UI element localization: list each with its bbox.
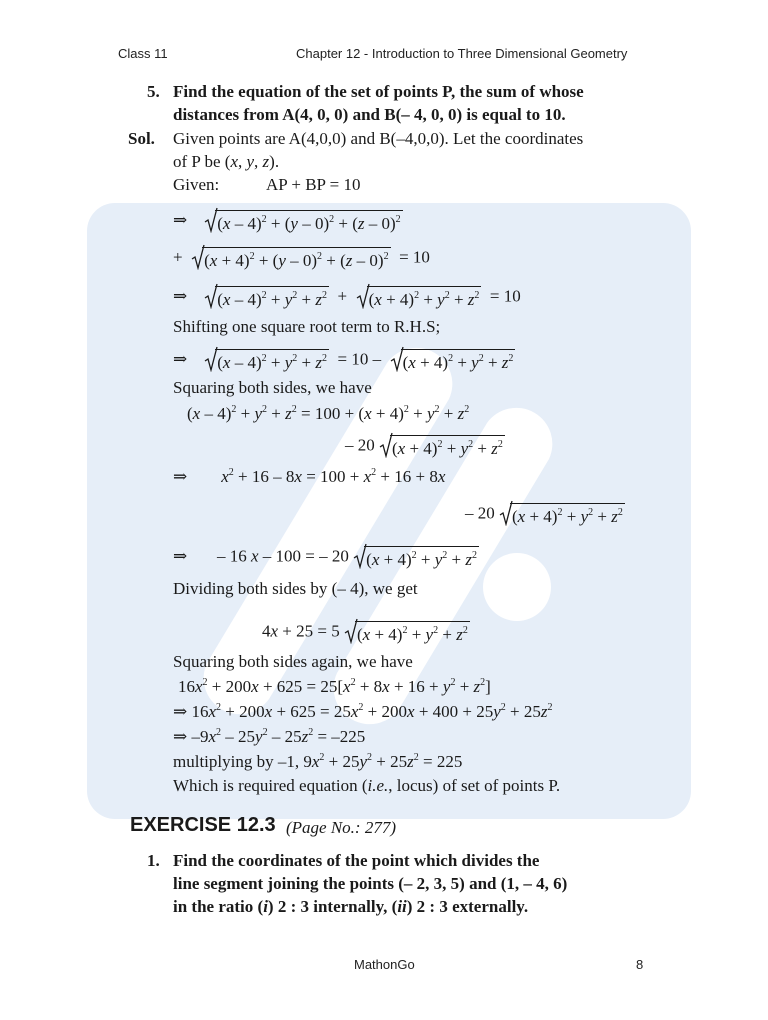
exercise-page-ref: (Page No.: 277) [286, 818, 397, 837]
step-8: 4x + 25 = 5 $(x + 4)^2 + y^2 + z^2$ [262, 618, 470, 648]
question-1-line-3: in the ratio (i) 2 : 3 internally, (ii) 2 : 3 externally. [173, 897, 529, 916]
solution-intro-line-2: of P be (x, y, z). [173, 152, 280, 171]
solution-intro-line-1: Given points are A(4,0,0) and B(–4,0,0). Let the coordinates [173, 129, 584, 148]
header-class-label: Class 11 [118, 46, 168, 61]
step-1: ⇒ (x – 4)$^2$ + (y – 0)$^2$ + (z – 0)$^2$ [173, 207, 403, 237]
step-6b: – 20 $(x + 4)^2 + y^2 + z^2$ [465, 500, 625, 530]
given-label: Given: [173, 175, 220, 194]
squaring-text: Squaring both sides, we have [173, 378, 372, 397]
header-chapter-title: Chapter 12 - Introduction to Three Dimensional Geometry [296, 46, 628, 61]
step-3: ⇒ $(x - 4)^2 + y^2 + z^2 + (x + 4)^2 + y^2 + z^2 = 10$ [173, 283, 521, 313]
conclusion-text: Which is required equation (i.e., locus) of set of points P. [173, 776, 561, 795]
question-5-line-2: distances from A(4, 0, 0) and B(– 4, 0, 0) is equal to 10. [173, 105, 566, 124]
question-1-line-1: Find the coordinates of the point which divides the [173, 851, 540, 870]
step-10: ⇒ $16x^2 + 200x + 625 = 25x^2 + 200x + 400 + 25y^2 + 25z^2$ [173, 702, 553, 721]
question-5-line-1: Find the equation of the set of points P, the sum of whose [173, 82, 584, 101]
step-2: + $(x + 4)^2 + (y - 0)^2 + (z - 0)^2 = 10$ [173, 244, 430, 274]
dividing-text: Dividing both sides by (– 4), we get [173, 579, 418, 598]
step-6: ⇒ $x^2 + 16 - 8x = 100 + x^2 + 16 + 8x$ [173, 467, 446, 486]
footer-brand: MathonGo [354, 957, 415, 972]
step-5b: – 20 $(x + 4)^2 + y^2 + z^2$ [345, 432, 505, 462]
step-11: ⇒ $-9x^2 - 25y^2 - 25z^2 = -225$ [173, 727, 366, 746]
footer-page-number: 8 [636, 957, 644, 972]
question-1-number: 1. [147, 851, 160, 870]
step-7: ⇒ – 16 x – 100 = – 20 $(x + 4)^2 + y^2 + z^2$ [173, 543, 479, 573]
squaring-again-text: Squaring both sides again, we have [173, 652, 413, 671]
step-4: ⇒ $(x - 4)^2 + y^2 + z^2 = 10 - (x + 4)^2 + y^2 + z^2$ [173, 346, 515, 376]
step-9: $16x^2 + 200x + 625 = 25[x^2 + 8x + 16 + y^2 + z^2]$ [178, 677, 491, 696]
question-5-number: 5. [147, 82, 160, 101]
solution-label: Sol. [128, 129, 155, 148]
given-equation: AP + BP = 10 [266, 175, 361, 194]
exercise-title: EXERCISE 12.3 [130, 814, 276, 836]
question-1-line-2: line segment joining the points (– 2, 3, 5) and (1, – 4, 6) [173, 874, 568, 893]
step-12: multiplying by –1, $9x^2 + 25y^2 + 25z^2 = 225$ [173, 752, 463, 771]
step-5: $(x - 4)^2 + y^2 + z^2 = 100 + (x + 4)^2 + y^2 + z^2$ [187, 404, 470, 423]
shift-text: Shifting one square root term to R.H.S; [173, 317, 441, 336]
